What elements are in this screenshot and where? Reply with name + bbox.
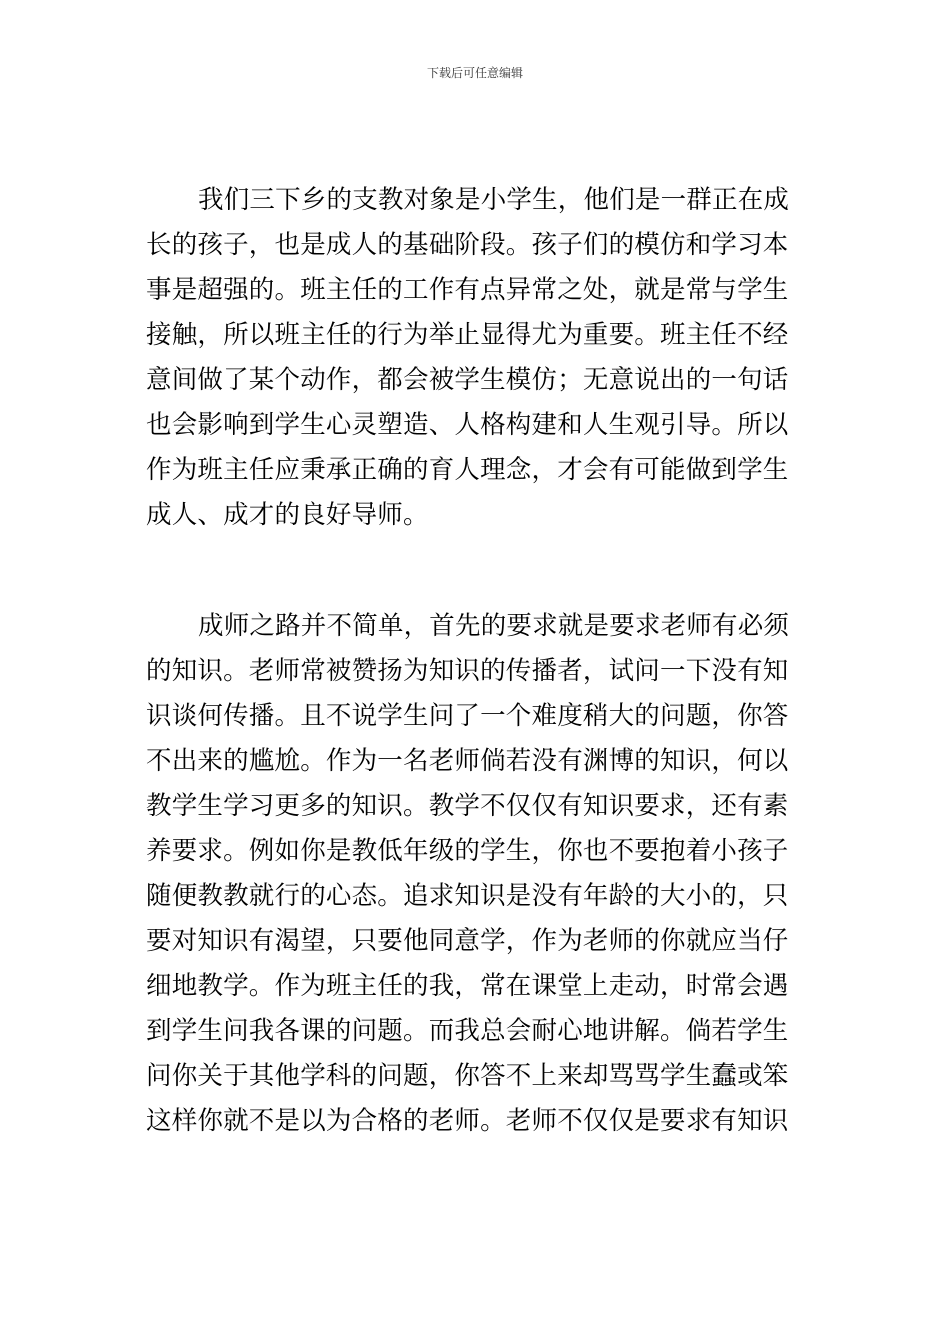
text-line: 不出来的尴尬。作为一名老师倘若没有渊博的知识，何以 [146, 746, 789, 776]
text-line: 随便教教就行的心态。追求知识是没有年龄的大小的，只 [146, 881, 789, 911]
text-line: 教学生学习更多的知识。教学不仅仅有知识要求，还有素 [146, 791, 789, 821]
text-line: 养要求。例如你是教低年级的学生，你也不要抱着小孩子 [146, 836, 789, 866]
text-line: 也会影响到学生心灵塑造、人格构建和人生观引导。所以 [146, 410, 789, 440]
text-line: 要对知识有渴望，只要他同意学，作为老师的你就应当仔 [146, 926, 789, 956]
text-line: 这样你就不是以为合格的老师。老师不仅仅是要求有知识 [146, 1106, 789, 1136]
text-line: 接触，所以班主任的行为举止显得尤为重要。班主任不经 [146, 320, 789, 350]
text-line: 识谈何传播。且不说学生问了一个难度稍大的问题，你答 [146, 701, 789, 731]
text-line: 的知识。老师常被赞扬为知识的传播者，试问一下没有知 [146, 656, 789, 686]
text-line: 意间做了某个动作，都会被学生模仿；无意说出的一句话 [146, 365, 789, 395]
text-line: 长的孩子，也是成人的基础阶段。孩子们的模仿和学习本 [146, 230, 789, 260]
page-header: 下载后可任意编辑 [426, 66, 523, 80]
text-line: 事是超强的。班主任的工作有点异常之处，就是常与学生 [146, 275, 789, 305]
text-line: 作为班主任应秉承正确的育人理念，才会有可能做到学生 [146, 455, 789, 485]
document-body [146, 178, 812, 1144]
text-line: 细地教学。作为班主任的我，常在课堂上走动，时常会遇 [146, 971, 789, 1001]
paragraph-1 [146, 178, 812, 538]
text-line: 问你关于其他学科的问题，你答不上来却骂骂学生蠢或笨 [146, 1061, 789, 1091]
text-line: 成人、成才的良好导师。 [146, 500, 429, 530]
text-line: 我们三下乡的支教对象是小学生，他们是一群正在成 [198, 185, 790, 215]
text-line: 成师之路并不简单，首先的要求就是要求老师有必须 [198, 611, 790, 641]
text-line: 到学生问我各课的问题。而我总会耐心地讲解。倘若学生 [146, 1016, 789, 1046]
paragraph-2 [146, 604, 812, 1144]
